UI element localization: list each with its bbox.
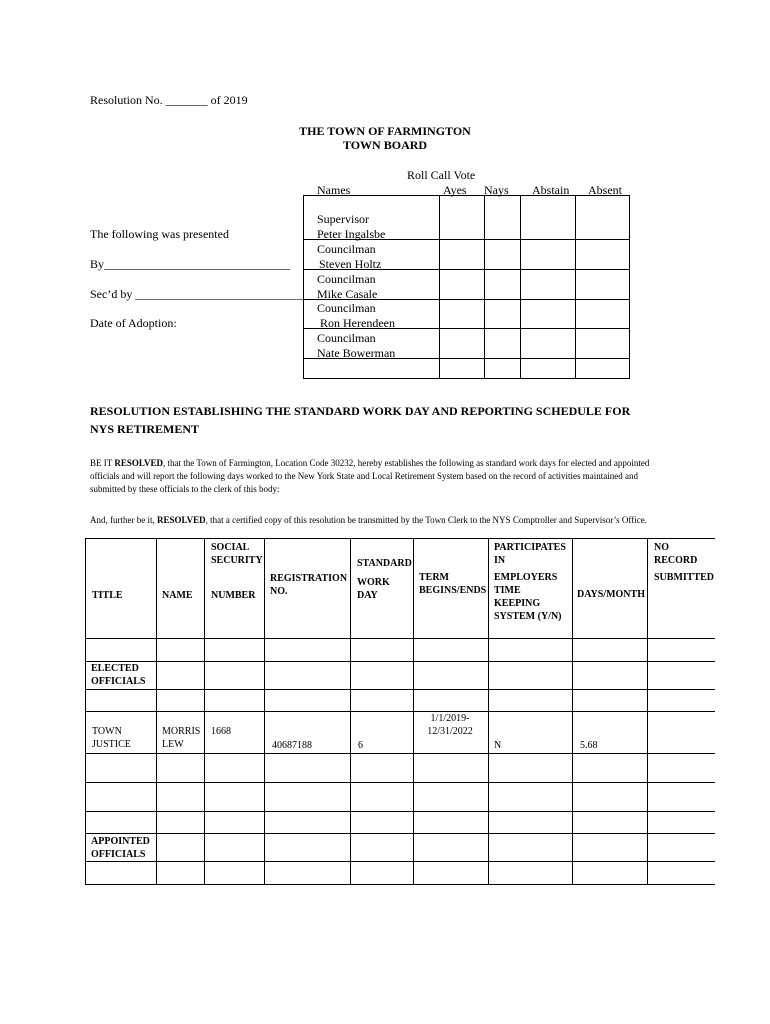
resolution-title: RESOLUTION ESTABLISHING THE STANDARD WORK DAY AND REPORTING SCHEDULE FOR (90, 404, 631, 418)
member-role: Supervisor (317, 212, 369, 226)
header-term: TERM BEGINS/ENDS (419, 572, 487, 596)
member-name: Peter Ingalsbe (317, 227, 386, 241)
header-work-day: WORK DAY (357, 577, 390, 601)
header-employers: EMPLOYERS TIME KEEPING SYSTEM (Y/N) (494, 572, 562, 622)
header-registration: REGISTRATION NO. (270, 573, 348, 597)
row-name: MORRIS LEW (162, 726, 201, 750)
presented-label: The following was presented (90, 227, 229, 241)
header-no-record: NO RECORD (654, 542, 698, 566)
member-role: Councilman (317, 242, 376, 256)
col-abstain: Abstain (532, 183, 570, 197)
resolution-title-cont: NYS RETIREMENT (90, 422, 200, 436)
col-ayes: Ayes (443, 183, 467, 197)
col-absent: Absent (588, 183, 622, 197)
board-name: TOWN BOARD (342, 138, 428, 152)
elected-officials-label: ELECTED OFFICIALS (91, 663, 146, 687)
row-registration: 40687188 (272, 740, 312, 751)
member-role: Councilman (317, 272, 376, 286)
appointed-officials-label: APPOINTED OFFICIALS (91, 836, 150, 860)
by-field: By_______________________________ (90, 257, 291, 271)
date-of-adoption-label: Date of Adoption: (90, 316, 177, 330)
member-name: Steven Holtz (319, 257, 382, 271)
header-submitted: SUBMITTED (654, 572, 715, 583)
header-title: TITLE (92, 590, 123, 601)
member-name: Ron Herendeen (320, 316, 395, 330)
town-name: THE TOWN OF FARMINGTON (299, 124, 471, 138)
header-number: NUMBER (211, 590, 256, 601)
col-nays: Nays (484, 183, 509, 197)
row-title: TOWN JUSTICE (92, 726, 131, 750)
further-resolved-paragraph: And, further be it, RESOLVED, that a certified copy of this resolution be transmitted by the Town Clerk to the NYS Comptroller and Supervisor’s Office. (90, 515, 647, 525)
resolved-paragraph: BE IT RESOLVED, that the Town of Farmington, Location Code 30232, hereby establishes the following as standard work days for elected and appointed officials and will report the following days worked to the New York State and Local Retirement System based on the record of activities maintained and submitted by these officials to the clerk of this body: (90, 458, 650, 494)
header-name: NAME (162, 590, 193, 601)
row-term: 1/1/2019-12/31/2022 (427, 713, 473, 737)
row-ss-number: 1668 (211, 726, 231, 737)
roll-call-title: Roll Call Vote (407, 168, 476, 182)
header-social-security: SOCIAL SECURITY (211, 542, 263, 566)
header-participates: PARTICIPATES IN (494, 542, 566, 566)
member-role: Councilman (317, 301, 376, 315)
member-name: Nate Bowerman (317, 346, 396, 360)
row-participates: N (494, 740, 502, 751)
member-role: Councilman (317, 331, 376, 345)
col-names: Names (317, 183, 351, 197)
header-standard: STANDARD (357, 558, 412, 569)
row-work-day: 6 (358, 740, 363, 751)
seconded-field: Sec’d by ____________________________ (90, 287, 304, 301)
header-days-month: DAYS/MONTH (577, 589, 645, 600)
row-days-month: 5.68 (580, 740, 598, 751)
member-name: Mike Casale (317, 287, 378, 301)
resolution-number: Resolution No. _______ of 2019 (90, 93, 248, 107)
